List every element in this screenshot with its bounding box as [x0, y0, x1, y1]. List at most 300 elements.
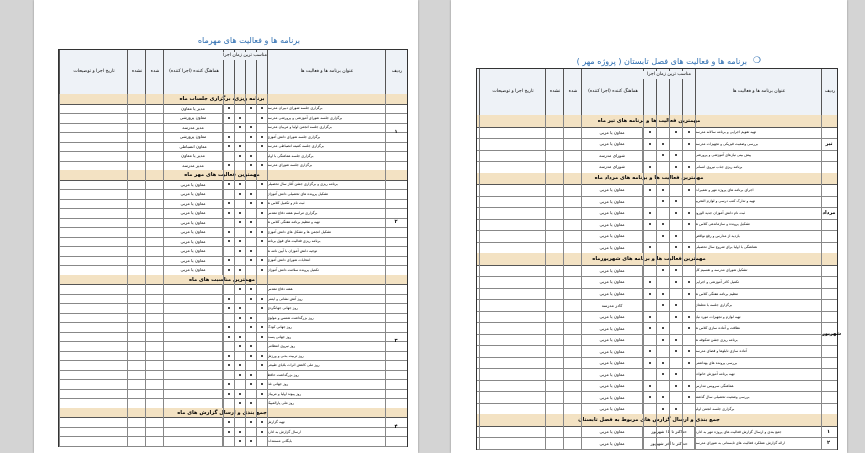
- activity-text: روز جهانی غذا: [267, 382, 289, 387]
- schedule-mark: [250, 421, 252, 423]
- schedule-mark: [239, 269, 241, 271]
- schedule-mark: [675, 166, 677, 168]
- responsible-cell: معاون یا مربی: [163, 189, 223, 199]
- activity-text: برنامه ریزی جذب نیروی انسانی: [695, 164, 743, 169]
- activity-text: تهیه تقویم اجرایی و برنامه سالانه مدرسه: [695, 130, 757, 135]
- deadline-cell: حداکثر تا ۱۵ شهریور: [643, 426, 695, 438]
- responsible-cell: [163, 294, 223, 304]
- schedule-mark: [649, 189, 651, 191]
- schedule-mark: [228, 164, 230, 166]
- schedule-mark: [688, 385, 690, 387]
- section-number: تیر: [825, 140, 833, 147]
- activity-text: بازدید از مدارس و رفع نواقص: [695, 233, 740, 238]
- responsible-cell: مدیر یا معاون: [163, 151, 223, 161]
- responsible-cell: معاون یا مربی: [581, 368, 643, 380]
- responsible-cell: معاون یا مربی: [163, 208, 223, 218]
- schedule-mark: [228, 326, 230, 328]
- schedule-mark: [688, 189, 690, 191]
- activity-text: اجرای برنامه های پروژه مهر و تعمیرات: [695, 187, 754, 192]
- schedule-mark: [239, 117, 241, 119]
- header-row-number: ردیف: [385, 50, 408, 94]
- schedule-mark: [239, 126, 241, 128]
- schedule-mark: [261, 326, 263, 328]
- responsible-cell: معاون انضباطی: [163, 142, 223, 152]
- schedule-mark: [250, 355, 252, 357]
- schedule-mark: [649, 131, 651, 133]
- schedule-mark: [250, 164, 252, 166]
- section-number: ۲: [394, 219, 398, 226]
- activity-text: روز ملی پارالمپیک: [267, 401, 294, 406]
- schedule-mark: [662, 223, 664, 225]
- activity-text: روز پیوند اولیا و مربیان: [267, 391, 302, 396]
- schedule-mark: [250, 126, 252, 128]
- schedule-mark: [228, 383, 230, 385]
- schedule-mark: [662, 269, 664, 271]
- activity-text: هماهنگی سرویس مدارس: [695, 383, 734, 388]
- schedule-mark: [261, 259, 263, 261]
- schedule-mark: [675, 246, 677, 248]
- responsible-cell: معاون یا مربی: [581, 345, 643, 357]
- schedule-mark: [688, 143, 690, 145]
- activity-text: بایگانی مستندات: [267, 439, 292, 444]
- column-divider: [643, 115, 644, 449]
- schedule-mark: [662, 154, 664, 156]
- left-schedule-table: [58, 49, 408, 447]
- schedule-mark: [239, 145, 241, 147]
- schedule-mark: [649, 223, 651, 225]
- schedule-mark: [261, 336, 263, 338]
- schedule-mark: [261, 393, 263, 395]
- section-number: ۱: [394, 129, 398, 136]
- activity-text: برگزاری مراسم هفته دفاع مقدس: [267, 210, 318, 215]
- schedule-mark: [239, 155, 241, 157]
- schedule-mark: [688, 327, 690, 329]
- schedule-mark: [662, 373, 664, 375]
- activity-text: ثبت نام دانش آموزان جدید الورود: [695, 210, 745, 215]
- schedule-mark: [228, 364, 230, 366]
- schedule-mark: [688, 166, 690, 168]
- schedule-mark: [261, 183, 263, 185]
- header-time: مناسب ترین زمان اجرا: [643, 71, 695, 79]
- responsible-cell: معاون یا مربی: [163, 265, 223, 275]
- activity-text: روز جهانی کودک: [267, 325, 292, 330]
- schedule-mark: [649, 385, 651, 387]
- column-divider: [581, 115, 582, 449]
- schedule-mark: [228, 202, 230, 204]
- responsible-cell: [163, 332, 223, 342]
- responsible-cell: معاون پرورشی: [163, 113, 223, 123]
- column-divider: [563, 115, 564, 449]
- header-time: مناسب ترین زمان اجرا: [223, 53, 267, 59]
- schedule-mark: [250, 440, 252, 442]
- left-table-body: [59, 94, 407, 446]
- activity-text: ارسال گزارش به اداره: [267, 429, 301, 434]
- schedule-mark: [261, 164, 263, 166]
- schedule-mark: [688, 316, 690, 318]
- section-title: مهمترین فعالیت ها و برنامه های مرداد ماه: [594, 175, 704, 182]
- schedule-mark: [675, 200, 677, 202]
- header-done-yes: شده: [563, 69, 582, 115]
- schedule-mark: [239, 431, 241, 433]
- schedule-mark: [688, 350, 690, 352]
- schedule-mark: [250, 221, 252, 223]
- schedule-mark: [228, 107, 230, 109]
- schedule-mark: [261, 383, 263, 385]
- schedule-mark: [261, 421, 263, 423]
- activity-text: برنامه ریزی فعالیت های فوق برنامه: [267, 239, 321, 244]
- responsible-cell: [163, 370, 223, 380]
- schedule-mark: [675, 131, 677, 133]
- responsible-cell: معاون یا مربی: [581, 276, 643, 288]
- schedule-mark: [675, 373, 677, 375]
- section-number: ۳: [394, 338, 398, 345]
- activity-text: تشکیل پرونده و سازماندهی کلاس ها: [695, 222, 750, 227]
- schedule-mark: [649, 396, 651, 398]
- schedule-mark: [239, 240, 241, 242]
- schedule-mark: [228, 231, 230, 233]
- responsible-cell: شورای مدرسه: [581, 150, 643, 162]
- activity-text: روز جهانی جهانگردی: [267, 306, 298, 311]
- activity-text: برگزاری جلسه انجمن اولیا و مربیان مدرسه: [267, 125, 332, 130]
- activity-text: برگزاری جلسه انجمن اولیا: [695, 406, 735, 411]
- section-title: جمع بندی و ارسال گزارش های مربوط به فصل تابستان: [578, 417, 720, 424]
- responsible-cell: معاون یا مربی: [581, 380, 643, 392]
- schedule-mark: [250, 250, 252, 252]
- header-responsible: هماهنگ کننده (اجرا کننده): [163, 50, 224, 94]
- activity-text: برگزاری جلسه شورای دانش آموزی: [267, 134, 321, 139]
- schedule-mark: [250, 231, 252, 233]
- schedule-mark: [261, 307, 263, 309]
- schedule-mark: [675, 350, 677, 352]
- schedule-mark: [675, 408, 677, 410]
- activity-text: برگزاری جلسه کمیته انضباطی مدرسه: [267, 144, 324, 149]
- activity-text: تنظیم برنامه هفتگی کلاس ها: [695, 291, 739, 296]
- logo-icon: ❍: [752, 56, 761, 66]
- schedule-mark: [228, 336, 230, 338]
- responsible-cell: مدیر یا معاون: [163, 104, 223, 114]
- column-divider: [163, 94, 164, 446]
- responsible-cell: کادر مدرسه: [581, 299, 643, 311]
- responsible-cell: معاون یا مربی: [581, 196, 643, 208]
- schedule-mark: [228, 117, 230, 119]
- responsible-cell: معاون یا مربی: [163, 237, 223, 247]
- responsible-cell: معاون یا مربی: [581, 426, 643, 438]
- activity-text: بررسی پرونده های بهداشتی: [695, 360, 738, 365]
- schedule-mark: [688, 362, 690, 364]
- activity-text: روز بزرگداشت حافظ: [267, 372, 299, 377]
- schedule-mark: [228, 240, 230, 242]
- responsible-cell: [163, 417, 223, 427]
- schedule-mark: [688, 223, 690, 225]
- responsible-cell: معاون یا مربی: [581, 357, 643, 369]
- section-number: ۴: [394, 423, 398, 430]
- schedule-mark: [250, 345, 252, 347]
- responsible-cell: معاون یا مربی: [581, 230, 643, 242]
- schedule-mark: [228, 298, 230, 300]
- schedule-mark: [261, 212, 263, 214]
- schedule-mark: [649, 350, 651, 352]
- schedule-mark: [239, 288, 241, 290]
- responsible-cell: معاون یا مربی: [581, 242, 643, 254]
- activity-text: برنامه ریزی و برگزاری جشن آغاز سال تحصیلی: [267, 182, 338, 187]
- schedule-mark: [239, 183, 241, 185]
- responsible-cell: مدیر مدرسه: [163, 123, 223, 133]
- schedule-mark: [675, 316, 677, 318]
- column-divider: [669, 115, 670, 449]
- column-divider: [59, 94, 60, 446]
- schedule-mark: [239, 336, 241, 338]
- schedule-mark: [250, 259, 252, 261]
- activity-text: روز نیروی انتظامی: [267, 344, 296, 349]
- section-title: مهمترین فعالیت های مهر ماه: [184, 171, 260, 178]
- schedule-mark: [239, 440, 241, 442]
- responsible-cell: [163, 379, 223, 389]
- activity-text: جمع بندی و ارسال گزارش فعالیت های پروژه مهر به اداره: [695, 429, 782, 434]
- schedule-mark: [662, 293, 664, 295]
- responsible-cell: [163, 313, 223, 323]
- responsible-cell: [163, 389, 223, 399]
- schedule-mark: [649, 143, 651, 145]
- schedule-mark: [261, 269, 263, 271]
- activity-text: هفته دفاع مقدس: [267, 287, 293, 292]
- activity-text: تهیه لوازم و تجهیزات مورد نیاز: [695, 314, 741, 319]
- schedule-mark: [239, 221, 241, 223]
- responsible-cell: معاون یا مربی: [581, 219, 643, 231]
- schedule-mark: [250, 202, 252, 204]
- row-number: ۲: [827, 440, 831, 447]
- schedule-mark: [261, 107, 263, 109]
- schedule-mark: [250, 383, 252, 385]
- right-schedule-table: [476, 68, 842, 450]
- activity-text: تشکیل انجمن ها و تشکل های دانش آموزی: [267, 229, 332, 234]
- schedule-mark: [250, 402, 252, 404]
- schedule-mark: [250, 298, 252, 300]
- activity-text: برنامه ریزی جشن شکوفه ها: [695, 337, 738, 342]
- schedule-mark: [675, 281, 677, 283]
- header-date: تاریخ اجرا و توضیحات: [59, 50, 128, 94]
- schedule-mark: [239, 393, 241, 395]
- schedule-mark: [261, 231, 263, 233]
- schedule-mark: [228, 431, 230, 433]
- column-divider: [682, 115, 683, 449]
- activity-text: بررسی وضعیت تحصیلی سال گذشته: [695, 395, 750, 400]
- column-divider: [267, 94, 268, 446]
- schedule-mark: [261, 240, 263, 242]
- responsible-cell: معاون یا مربی: [581, 334, 643, 346]
- schedule-mark: [649, 293, 651, 295]
- responsible-cell: معاون یا مربی: [581, 138, 643, 150]
- schedule-mark: [649, 166, 651, 168]
- schedule-mark: [228, 269, 230, 271]
- schedule-mark: [649, 212, 651, 214]
- section-title: مهمترین فعالیت ها و برنامه های تیر ماه: [597, 117, 701, 124]
- header-activity: عنوان برنامه ها و فعالیت ها: [695, 69, 822, 115]
- column-divider: [385, 94, 386, 446]
- section-title: برنامه ریزی، برگزاری جلسات ماه: [179, 95, 265, 102]
- left-page-title: برنامه ها و فعالیت های مهرماه: [197, 36, 300, 45]
- schedule-mark: [228, 183, 230, 185]
- schedule-mark: [662, 339, 664, 341]
- header-done-yes: شده: [145, 50, 164, 94]
- column-divider: [223, 94, 224, 446]
- schedule-mark: [662, 200, 664, 202]
- responsible-cell: [163, 436, 223, 446]
- schedule-mark: [228, 355, 230, 357]
- schedule-mark: [228, 307, 230, 309]
- schedule-mark: [250, 193, 252, 195]
- activity-text: ثبت نام و تکمیل کلاس ها: [267, 201, 305, 206]
- schedule-mark: [261, 117, 263, 119]
- schedule-mark: [675, 269, 677, 271]
- responsible-cell: معاون یا مربی: [581, 265, 643, 277]
- section-title: مهمترین مناسبت های ماه: [189, 276, 256, 283]
- schedule-mark: [662, 304, 664, 306]
- schedule-mark: [228, 212, 230, 214]
- column-divider: [656, 115, 657, 449]
- section-number: مرداد: [822, 209, 836, 216]
- schedule-mark: [662, 396, 664, 398]
- schedule-mark: [649, 316, 651, 318]
- activity-text: تکمیل کادر آموزشی و اجرایی: [695, 279, 740, 284]
- activity-text: برگزاری جلسه شورای مدرسه: [267, 163, 313, 168]
- section-title: جمع بندی و ارسال گزارش های ماه: [177, 409, 267, 416]
- schedule-mark: [239, 250, 241, 252]
- responsible-cell: معاون یا مربی: [581, 288, 643, 300]
- schedule-mark: [261, 298, 263, 300]
- table-row: [59, 436, 407, 447]
- schedule-mark: [675, 154, 677, 156]
- responsible-cell: معاون یا مربی: [581, 437, 643, 449]
- activity-text: تهیه برنامه آموزش خانواده: [695, 372, 735, 377]
- activity-text: تکمیل پرونده سلامت دانش آموزان: [267, 267, 319, 272]
- schedule-mark: [662, 189, 664, 191]
- schedule-mark: [228, 259, 230, 261]
- header-done-no: نشده: [545, 69, 564, 115]
- activity-text: روز جهانی پست: [267, 334, 292, 339]
- activity-text: بررسی وضعیت فیزیکی و تجهیزات مدرسه: [695, 141, 758, 146]
- schedule-mark: [261, 202, 263, 204]
- section-number: شهریور: [822, 330, 842, 337]
- schedule-mark: [250, 155, 252, 157]
- schedule-mark: [675, 385, 677, 387]
- schedule-mark: [688, 396, 690, 398]
- responsible-cell: معاون یا مربی: [163, 246, 223, 256]
- schedule-mark: [239, 345, 241, 347]
- activity-text: روز تربیت بدنی و ورزش: [267, 353, 304, 358]
- responsible-cell: [163, 303, 223, 313]
- schedule-mark: [250, 374, 252, 376]
- activity-text: هماهنگی با اولیا برای شروع سال تحصیلی: [695, 245, 758, 250]
- schedule-mark: [649, 327, 651, 329]
- page-left: [34, 0, 418, 453]
- column-divider: [234, 94, 235, 446]
- schedule-mark: [239, 307, 241, 309]
- responsible-cell: معاون یا مربی: [581, 184, 643, 196]
- activity-text: تهیه و تدارک کتب درسی و لوازم التحریر: [695, 199, 756, 204]
- activity-text: تشکیل پرونده های تحصیلی دانش آموزان: [267, 191, 329, 196]
- responsible-cell: معاون پرورشی: [163, 132, 223, 142]
- section-title: مهمترین فعالیت ها و برنامه های شهریورماه: [592, 255, 706, 262]
- schedule-mark: [239, 374, 241, 376]
- column-divider: [479, 115, 480, 449]
- header-activity: عنوان برنامه ها و فعالیت ها: [267, 50, 386, 94]
- activity-text: روز ملی کاهش اثرات بلایای طبیعی: [267, 363, 320, 368]
- responsible-cell: معاون یا مربی: [163, 218, 223, 228]
- activity-text: تشکیل شورای مدرسه و تقسیم کار: [695, 268, 748, 273]
- schedule-mark: [239, 317, 241, 319]
- schedule-mark: [662, 327, 664, 329]
- activity-text: تهیه و تنظیم برنامه هفتگی کلاس ها: [267, 220, 320, 225]
- activity-text: برگزاری جلسه با معلمان: [695, 303, 732, 308]
- activity-text: توجیه دانش آموزان با آیین نامه ها: [267, 248, 318, 253]
- activity-text: نظافت و آماده سازی کلاس ها: [695, 326, 741, 331]
- header-done-no: نشده: [127, 50, 146, 94]
- schedule-mark: [675, 339, 677, 341]
- schedule-mark: [675, 235, 677, 237]
- column-divider: [127, 94, 128, 446]
- activity-text: برگزاری جلسه هماهنگی با اولیا: [267, 153, 314, 158]
- responsible-cell: معاون یا مربی: [163, 180, 223, 190]
- responsible-cell: معاون یا مربی: [581, 311, 643, 323]
- responsible-cell: معاون یا مربی: [163, 199, 223, 209]
- column-divider: [256, 94, 257, 446]
- activity-text: برگزاری جلسه شورای آموزشی و پرورشی مدرسه: [267, 115, 343, 120]
- schedule-mark: [688, 293, 690, 295]
- activity-text: آماده سازی تابلوها و فضای مدرسه: [695, 349, 747, 354]
- schedule-mark: [675, 304, 677, 306]
- schedule-mark: [662, 235, 664, 237]
- schedule-mark: [688, 212, 690, 214]
- schedule-mark: [228, 393, 230, 395]
- responsible-cell: [163, 351, 223, 361]
- schedule-mark: [649, 281, 651, 283]
- schedule-mark: [662, 143, 664, 145]
- right-page-title: برنامه ها و فعالیت های فصل تابستان ( پروژه مهر ): [576, 57, 747, 66]
- activity-text: ارائه گزارش عملکرد فعالیت های تابستانی به شورای مدرسه: [695, 441, 785, 446]
- schedule-mark: [261, 136, 263, 138]
- column-divider: [145, 94, 146, 446]
- activity-text: برگزاری جلسه شورای دبیران مدرسه: [267, 106, 323, 111]
- schedule-mark: [239, 212, 241, 214]
- schedule-mark: [250, 317, 252, 319]
- schedule-mark: [228, 145, 230, 147]
- responsible-cell: [163, 341, 223, 351]
- schedule-mark: [662, 362, 664, 364]
- schedule-mark: [688, 281, 690, 283]
- responsible-cell: معاون یا مربی: [581, 207, 643, 219]
- responsible-cell: معاون یا مربی: [581, 391, 643, 403]
- activity-text: تهیه گزارش: [267, 420, 285, 425]
- responsible-cell: [163, 284, 223, 294]
- schedule-mark: [228, 136, 230, 138]
- table-row: [477, 437, 837, 450]
- responsible-cell: شورای مدرسه: [581, 161, 643, 173]
- activity-text: پیش بینی نیازهای آموزشی و پرورشی: [695, 153, 751, 158]
- schedule-mark: [250, 107, 252, 109]
- schedule-mark: [649, 362, 651, 364]
- header-date: تاریخ اجرا و توضیحات: [479, 69, 546, 115]
- schedule-mark: [261, 145, 263, 147]
- page-right: [451, 0, 847, 453]
- activity-text: روز آتش نشانی و ایمنی: [267, 296, 303, 301]
- header-row-number: ردیف: [821, 69, 838, 115]
- column-divider: [695, 115, 696, 449]
- schedule-mark: [239, 193, 241, 195]
- row-number: ۱: [827, 428, 831, 435]
- responsible-cell: [163, 360, 223, 370]
- responsible-cell: مدیر مدرسه: [163, 161, 223, 171]
- right-table-body: [477, 115, 842, 449]
